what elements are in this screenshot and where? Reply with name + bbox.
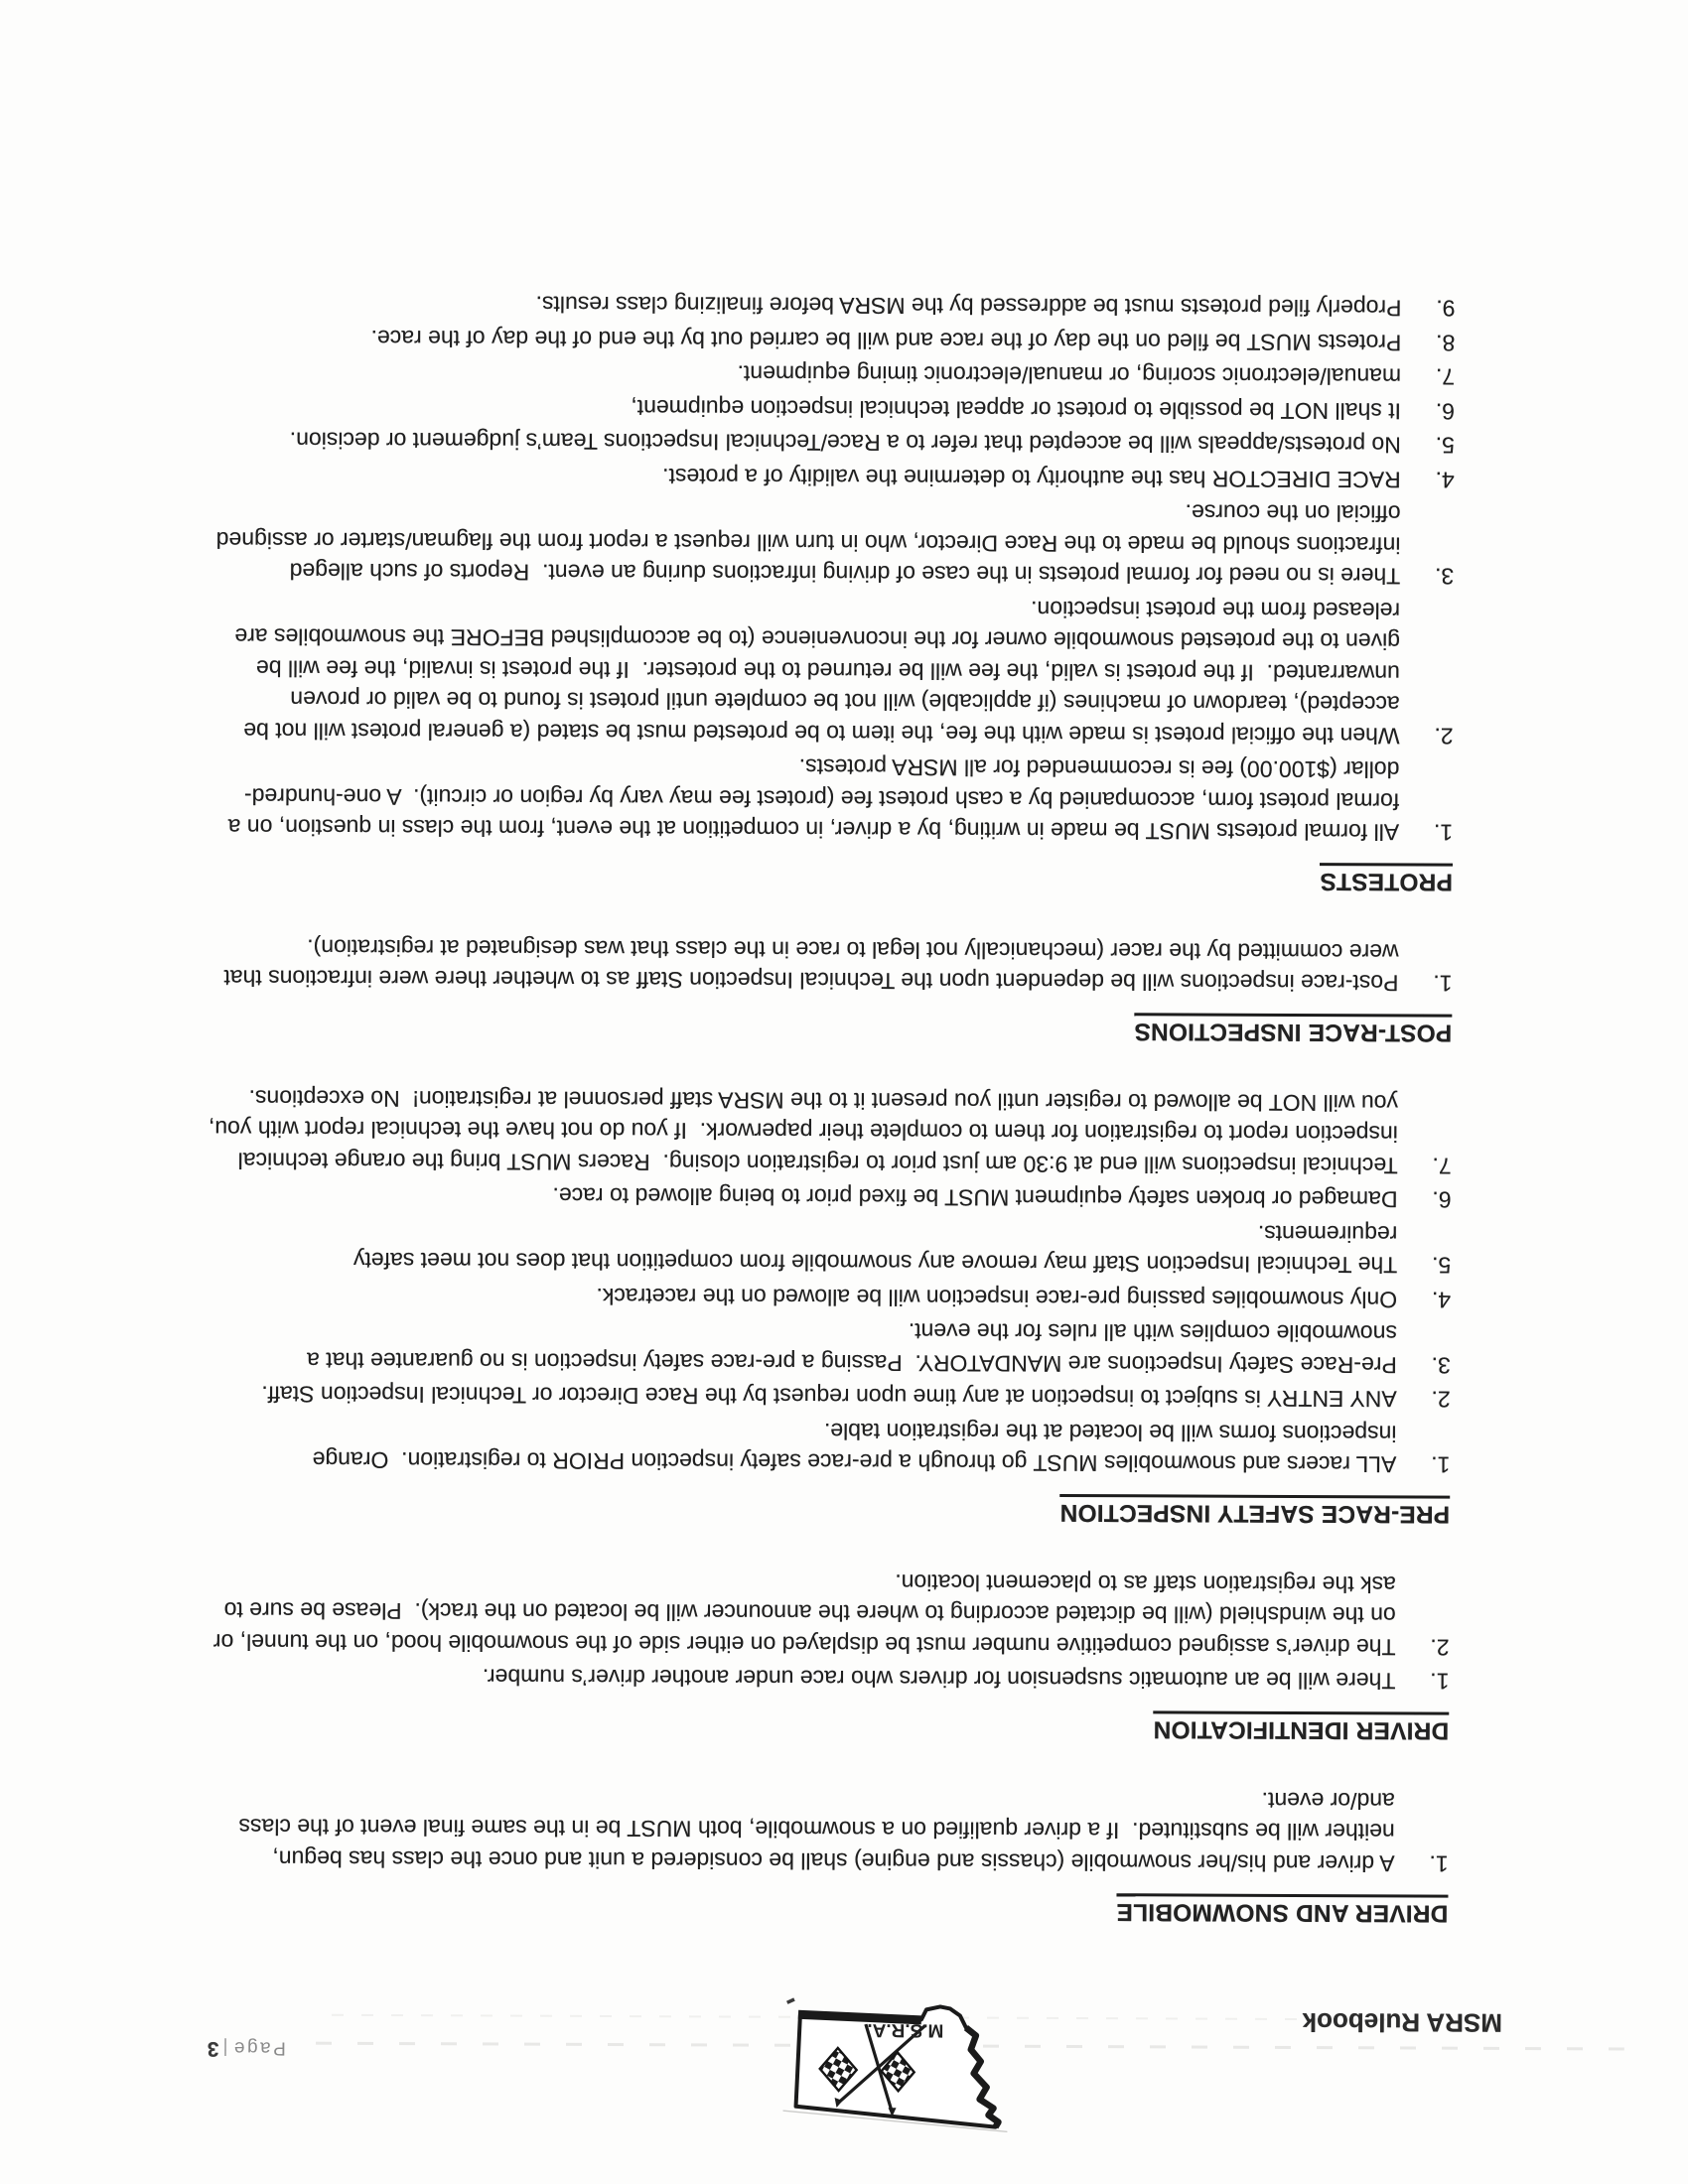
list-item — [208, 1178, 1451, 1215]
item-number: 2. — [1431, 1387, 1451, 1414]
item-text: Properly filed protests must be addressed by the MSRA before finalizing class results. — [535, 292, 1402, 322]
section-heading: POST-RACE INSPECTIONS — [1134, 1014, 1452, 1046]
item-text: There is no need for formal protests in the case of driving infractions during an event. Reports of such alleged infractions should be made to the Race Director, who in turn will request a report from the flagman/starter or assigned official on the course. — [210, 499, 1401, 590]
page-number: 3 — [207, 2037, 219, 2061]
state-outline-thick-edge — [798, 2014, 921, 2020]
item-text: RACE DIRECTOR has the authority to determine the validity of a protest. — [662, 464, 1401, 493]
section-driver-identification — [206, 1564, 1450, 1782]
list-item — [207, 1564, 1450, 1663]
item-number: 6. — [1432, 1187, 1452, 1214]
list-item — [211, 287, 1455, 324]
item-text: Only snowmobiles passing pre-race inspection will be allowed on the racetrack. — [596, 1283, 1398, 1313]
item-number: 7. — [1435, 364, 1456, 391]
section-post-race-inspections — [209, 931, 1453, 1084]
item-text: ANY ENTRY is subject to inspection at any time upon request by the Race Director or Technical Inspection Staff. — [261, 1381, 1397, 1413]
booklet-title: MSRA Rulebook — [1302, 2007, 1502, 2038]
item-number: 5. — [1435, 433, 1455, 460]
section-pre-race-safety-inspection — [202, 1082, 1452, 1566]
item-text: manual/electronic scoring, or manual/electronic timing equipment. — [737, 361, 1402, 390]
item-number: 3. — [1435, 564, 1455, 591]
list-item — [211, 355, 1455, 392]
list-item — [211, 459, 1455, 495]
logo-org-text: M.S.R.A. — [867, 2019, 944, 2041]
list-item — [206, 1780, 1449, 1879]
item-text: The Technical Inspection Staff may remove any snowmobile from competition that does not meet safety requirements. — [347, 1220, 1398, 1279]
list-item — [202, 1082, 1452, 1181]
page-separator: | — [222, 2037, 228, 2059]
item-text: Damaged or broken safety equipment MUST be fixed prior to being allowed to race. — [552, 1183, 1398, 1213]
item-text: Pre-Race Safety Inspections are MANDATORY. Passing a pre-race safety inspection is no guarantee that a snowmobile complies with all rules for the event. — [300, 1318, 1397, 1379]
item-text: Post-race inspections will be dependent upon the Technical Inspection Staff as to whether there were infractions that were committed by the racer (mechanically not legal to race in the class that was designated at registration). — [216, 934, 1399, 997]
ink-speck — [786, 1997, 795, 2004]
item-text: A driver and his/her snowmobile (chassis and engine) shall be considered a unit and once the class has begun, neither will be substituted. If a driver qualified on a snowmobile, both MUST be in the same final event of the class and/or event. — [232, 1787, 1395, 1877]
item-number: 4. — [1435, 467, 1455, 493]
item-number: 5. — [1431, 1253, 1452, 1280]
msra-state-logo — [782, 1997, 1008, 2133]
item-text: When the official protest is made with the fee, the item to be protested must be stated (a general protest will not be accepted), teardown of machines (if applicable) will not be complete until protest is found to be valid or proven unwarranted. If the protest is valid, the fee will be returned to the protester. If the protest is invalid, the fee will be given to the protested snowmobile owner for the inconvenience (to be accomplished BEFORE the snowmobiles are released from the protest inspection. — [227, 596, 1401, 750]
section-heading: PRE-RACE SAFETY INSPECTION — [1059, 1494, 1450, 1528]
list-item — [211, 390, 1455, 427]
section-heading: PROTESTS — [1320, 864, 1453, 896]
item-number: 1. — [1429, 1850, 1449, 1877]
section-protests — [210, 287, 1456, 933]
list-item — [208, 1312, 1451, 1380]
item-text: ALL racers and snowmobiles MUST go through a pre-race safety inspection PRIOR to registration. Orange inspections forms will be located at the registration table. — [306, 1418, 1397, 1478]
page-number-label — [208, 2036, 286, 2060]
list-item — [211, 424, 1455, 461]
item-text: All formal protests MUST be made in writing, by a driver, in competition at the event, from the class in question, on a formal protest form, accompanied by a cash protest fee (protest fee may vary by region or circuit). A one-hundred-dollar ($100.00) fee is recommended for all MSRA protests. — [221, 754, 1400, 846]
section-heading: DRIVER IDENTIFICATION — [1153, 1711, 1449, 1744]
item-number: 6. — [1435, 398, 1456, 425]
item-number: 1. — [1433, 820, 1454, 847]
item-number: 4. — [1431, 1287, 1452, 1313]
list-item — [207, 1413, 1450, 1480]
list-item — [210, 749, 1453, 848]
item-text: There will be an automatic suspension for drivers who race under another driver’s number. — [482, 1664, 1396, 1695]
item-text: It shall NOT be possible to protest or appeal technical inspection equipment, — [631, 395, 1402, 425]
item-number: 9. — [1436, 296, 1456, 323]
item-text: Protests MUST be filed on the day of the race and will be carried out by the end of the day of the race. — [370, 325, 1402, 356]
item-text: Technical inspections will end at 9:30 am just prior to registration closing. Racers MUST bring the orange technical inspection report to registration for them to complete their paperwork. If you do not have the technical report with you, you will NOT be allowed to register until you present it to the MSRA staff personnel at registration! No exceptions. — [202, 1085, 1399, 1179]
list-item — [208, 1213, 1451, 1281]
section-driver-and-snowmobile — [205, 1780, 1449, 1927]
item-number: 7. — [1432, 1153, 1452, 1179]
list-item — [208, 1378, 1451, 1415]
item-number: 8. — [1436, 330, 1456, 356]
item-number: 2. — [1430, 1634, 1450, 1661]
list-item — [211, 492, 1454, 592]
item-text: No protests/appeals will be accepted that refer to a Race/Technical Inspections Team’s judgement or decision. — [289, 428, 1401, 459]
document-body — [202, 284, 1456, 1927]
item-number: 3. — [1431, 1352, 1451, 1379]
list-item — [209, 931, 1452, 999]
item-number: 1. — [1433, 971, 1453, 998]
list-item — [206, 1660, 1449, 1697]
item-number: 1. — [1431, 1452, 1451, 1479]
item-text: The driver’s assigned competitive number must be displayed on either side of the snowmobile hood, on the tunnel, or on the windshield (will be dictated according to where the announcer will be located on the track). Please be sure to ask the registration staff as to placement location. — [207, 1570, 1396, 1661]
list-item — [211, 322, 1455, 358]
item-number: 2. — [1434, 723, 1454, 750]
page-word: Page — [231, 2037, 286, 2059]
section-heading: DRIVER AND SNOWMOBILE — [1116, 1893, 1448, 1926]
list-item — [208, 1279, 1451, 1315]
item-number: 1. — [1430, 1669, 1450, 1696]
list-item — [211, 590, 1455, 751]
